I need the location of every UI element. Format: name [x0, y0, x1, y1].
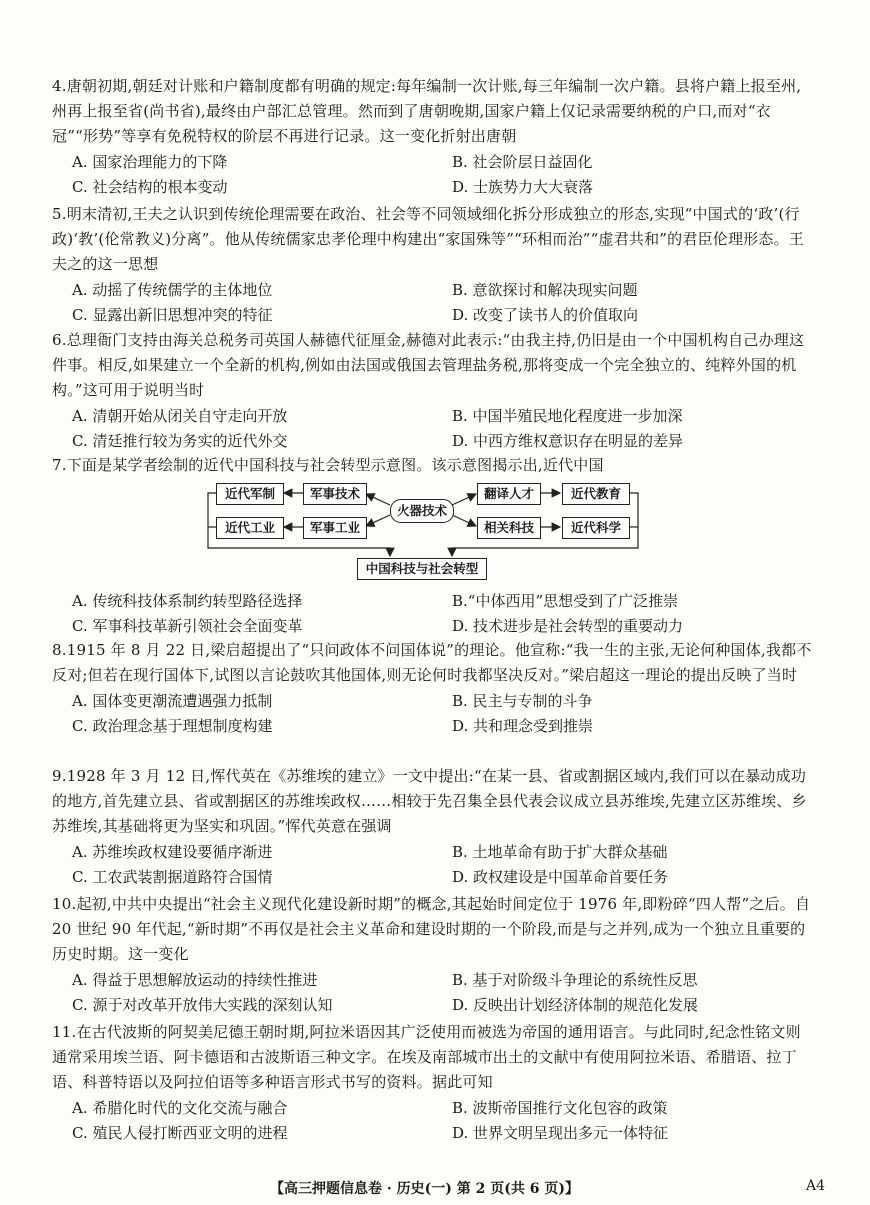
option-a[interactable]: A. 国家治理能力的下降 — [72, 153, 228, 171]
question-options — [52, 589, 812, 639]
question-stem: 4.唐朝初期,朝廷对计账和户籍制度都有明确的规定:每年编制一次计账,每三年编制一次户籍。县将户籍上报至州,州再上报至省(尚书省),最终由户部汇总管理。然而到了唐朝晚期,国家户籍上仅记录需要纳税的户口,而对“衣冠”“形势”等享有免税特权的阶层不再进行记录。这一变化折射出唐朝 — [52, 77, 802, 145]
question-stem: 9.1928 年 3 月 12 日,恽代英在《苏维埃的建立》一文中提出:“在某一县、省或割据区域内,我们可以在暴动成功的地方,首先建立县、省或割据区的苏维埃政权……相较于先召集全县代表会议成立县苏维埃,先建立区苏维埃、乡苏维埃,其基础将更为坚实和巩固。”恽代英意在强调 — [52, 767, 807, 835]
box-china-tech-society: 中国科技与社会转型 — [357, 558, 487, 580]
box-modern-education: 近代教育 — [562, 483, 630, 505]
option-c[interactable]: C. 工农武装割据道路符合国情 — [72, 868, 273, 886]
arrow-center-military-tech — [366, 494, 390, 505]
arrow-center-related-sci — [452, 515, 476, 526]
question-options — [52, 689, 812, 739]
question-8 — [52, 638, 812, 739]
box-military-industry: 军事工业 — [303, 517, 367, 539]
question-11 — [52, 1020, 812, 1146]
question-stem: 8.1915 年 8 月 22 日,梁启超提出了“只问政体不问国体说”的理论。他宣称:“我一生的主张,无论何种国体,我都不反对;但若在现行国体下,试图以言论鼓吹其他国体,则无论何时我都坚决反对。”梁启超这一理论的提出反映了当时 — [52, 641, 812, 684]
option-b[interactable]: B.“中体西用”思想受到了广泛推崇 — [452, 592, 679, 610]
footer-title: 【高三押题信息卷 · 历史(一) 第 2 页(共 6 页)】 — [270, 1181, 579, 1197]
question-5 — [52, 202, 812, 328]
question-stem: 6.总理衙门支持由海关总税务司英国人赫德代征厘金,赫德对此表示:“由我主持,仍旧是由一个中国机构自己办理这件事。相反,如果建立一个全新的机构,例如由法国或俄国去管理盐务税,那将变成一个完全独立的、纯粹外国的机构。”这可用于说明当时 — [52, 331, 805, 399]
box-firearms-tech: 火器技术 — [390, 499, 454, 523]
question-9 — [52, 764, 812, 890]
option-a[interactable]: A. 苏维埃政权建设要循序渐进 — [72, 843, 273, 861]
page-footer — [0, 1178, 870, 1200]
option-d[interactable]: D. 世界文明呈现出多元一体特征 — [452, 1124, 669, 1142]
option-c[interactable]: C. 殖民人侵打断西亚文明的进程 — [72, 1124, 288, 1142]
box-translators: 翻译人才 — [477, 483, 541, 505]
arrow-center-translators — [452, 494, 476, 505]
question-options — [52, 278, 812, 328]
option-d[interactable]: D. 改变了读书人的价值取向 — [452, 306, 639, 324]
question-options — [52, 840, 812, 890]
question-7-options-block — [52, 588, 812, 639]
option-b[interactable]: B. 意欲探讨和解决现实问题 — [452, 281, 638, 299]
option-b[interactable]: B. 基于对阶级斗争理论的系统性反思 — [452, 971, 698, 989]
question-stem: 10.起初,中共中央提出“社会主义现代化建设新时期”的概念,其起始时间定位于 1976 年,即粉碎“四人帮”之后。自 20 世纪 90 年代起,“新时期”不再仅是社会主义革命和建设时期的一个阶段,而是与之并列,成为一个独立且重要的历史时期。这一变化 — [52, 895, 811, 963]
option-a[interactable]: A. 希腊化时代的文化交流与融合 — [72, 1099, 288, 1117]
question-stem: 5.明末清初,王夫之认识到传统伦理需要在政治、社会等不同领域细化拆分形成独立的形态,实现“中国式的‘政’(行政)‘教’(伦常教义)分离”。他从传统儒家忠孝伦理中构建出“家国殊等”“环相而治”“虚君共和”的君臣伦理形态。王夫之的这一思想 — [52, 205, 804, 273]
question-stem: 11.在古代波斯的阿契美尼德王朝时期,阿拉米语因其广泛使用而被选为帝国的通用语言。与此同时,纪念性铭文则通常采用埃兰语、阿卡德语和古波斯语三种文字。在埃及南部城市出土的文献中有使用阿拉米语、希腊语、拉丁语、科普特语以及阿拉伯语等多种语言形式书写的资料。据此可知 — [52, 1023, 801, 1091]
option-c[interactable]: C. 政治理念基于理想制度构建 — [72, 717, 273, 735]
option-d[interactable]: D. 中西方维权意识存在明显的差异 — [452, 432, 684, 450]
arrow-center-military-industry — [366, 515, 390, 526]
question-6 — [52, 328, 812, 454]
option-c[interactable]: C. 军事科技革新引领社会全面变革 — [72, 617, 303, 635]
option-b[interactable]: B. 民主与专制的斗争 — [452, 692, 593, 710]
question-4 — [52, 74, 812, 200]
footer-code: A4 — [806, 1178, 826, 1194]
option-c[interactable]: C. 显露出新旧思想冲突的特征 — [72, 306, 273, 324]
option-c[interactable]: C. 清廷推行较为务实的近代外交 — [72, 432, 288, 450]
box-modern-science: 近代科学 — [562, 517, 630, 539]
option-b[interactable]: B. 波斯帝国推行文化包容的政策 — [452, 1099, 668, 1117]
box-related-sci: 相关科技 — [477, 517, 541, 539]
option-a[interactable]: A. 国体变更潮流遭遇强力抵制 — [72, 692, 273, 710]
option-c[interactable]: C. 源于对改革开放伟大实践的深刻认知 — [72, 996, 333, 1014]
option-a[interactable]: A. 动摇了传统儒学的主体地位 — [72, 281, 273, 299]
box-modern-military: 近代军制 — [216, 483, 284, 505]
option-c[interactable]: C. 社会结构的根本变动 — [72, 178, 228, 196]
question-stem: 7.下面是某学者绘制的近代中国科技与社会转型示意图。该示意图揭示出,近代中国 — [52, 456, 604, 474]
question-10 — [52, 892, 812, 1018]
question-options — [52, 150, 812, 200]
option-d[interactable]: D. 技术进步是社会转型的重要动力 — [452, 617, 684, 635]
question-options — [52, 1096, 812, 1146]
option-d[interactable]: D. 反映出计划经济体制的规范化发展 — [452, 996, 699, 1014]
box-military-tech: 军事技术 — [303, 483, 367, 505]
option-a[interactable]: A. 得益于思想解放运动的持续性推进 — [72, 971, 318, 989]
box-modern-industry: 近代工业 — [216, 517, 284, 539]
option-d[interactable]: D. 共和理念受到推崇 — [452, 717, 594, 735]
option-a[interactable]: A. 清朝开始从闭关自守走向开放 — [72, 407, 288, 425]
option-a[interactable]: A. 传统科技体系制约转型路径选择 — [72, 592, 303, 610]
option-d[interactable]: D. 士族势力大大衰落 — [452, 178, 594, 196]
question-options — [52, 404, 812, 454]
option-b[interactable]: B. 中国半殖民地化程度进一步加深 — [452, 407, 683, 425]
question-7 — [52, 453, 812, 478]
question-options — [52, 968, 812, 1018]
option-b[interactable]: B. 社会阶层日益固化 — [452, 153, 593, 171]
option-b[interactable]: B. 土地革命有助于扩大群众基础 — [452, 843, 668, 861]
option-d[interactable]: D. 政权建设是中国革命首要任务 — [452, 868, 669, 886]
